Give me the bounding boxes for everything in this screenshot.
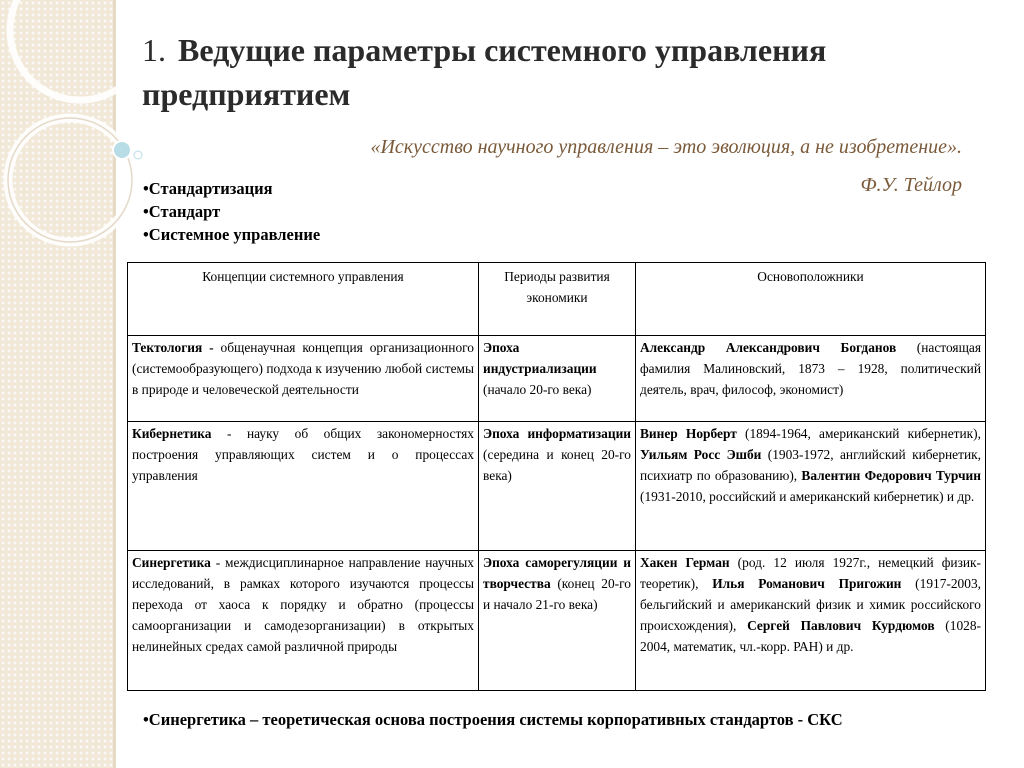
- founder-desc: (1917-2003, бельгийский и американский физик и химик российского происхождения),: [640, 576, 981, 633]
- table-row: [128, 551, 986, 691]
- concept-cell: [128, 336, 479, 422]
- bullet-text: Системное управление: [148, 225, 321, 244]
- conclusion-text: Синергетика – теоретическая основа построения системы корпоративных стандартов - СКС: [148, 710, 843, 729]
- conclusion-bullet: •Синергетика – теоретическая основа построения системы корпоративных стандартов - СКС: [143, 710, 843, 729]
- founder-name: Валентин Федорович Турчин: [801, 468, 981, 483]
- header-concepts: Концепции системного управления: [128, 263, 479, 336]
- period-cell: [479, 551, 636, 691]
- epigraph-quote: «Искусство научного управления – это эволюция, а не изобретение».: [370, 136, 962, 158]
- founder-name: Хакен Герман: [640, 555, 730, 570]
- period-desc: (конец 20-го и начало 21-го века): [483, 576, 631, 612]
- deco-ring-middle-outline: [8, 118, 132, 242]
- header-periods: Периоды развития экономики: [479, 263, 636, 336]
- concept-name: Кибернетика: [132, 426, 212, 441]
- title-text: Ведущие параметры системного управления предприятием: [142, 32, 827, 112]
- founders-cell: [636, 422, 986, 551]
- bullet-item: [143, 177, 320, 200]
- table-header-row: [128, 263, 986, 336]
- page-title: [142, 28, 1002, 116]
- founder-desc: (1028-2004, математик, чл.-корр. РАН) и др.: [640, 618, 981, 654]
- concepts-table: [127, 262, 986, 691]
- founder-desc: (настоящая фамилия Малиновский, 1873 – 1928, политический деятель, врач, философ, экономист): [640, 340, 981, 397]
- bullet-item: [143, 200, 320, 223]
- period-desc: (середина и конец 20-го века): [483, 447, 631, 483]
- concept-desc: общенаучная концепция организационного (системообразующего) подхода к изучению любой системы в природе и человеческой деятельности: [132, 340, 474, 397]
- epigraph-author: Ф.У. Тейлор: [860, 174, 962, 196]
- founder-desc: (1894-1964, американский кибернетик),: [736, 426, 981, 441]
- period-name: Эпоха саморегуляции и творчества: [483, 555, 631, 591]
- concept-desc: - науку об общих закономерностях построения управляющих систем и о процессах управления: [132, 426, 474, 483]
- bullet-list: [143, 177, 320, 246]
- founder-name: Александр Александрович Богданов: [640, 340, 897, 355]
- founder-desc: (род. 12 июля 1927г., немецкий физик-теоретик),: [640, 555, 981, 591]
- title-number: 1.: [142, 32, 166, 68]
- founder-name: Уильям Росс Эшби: [640, 447, 762, 462]
- period-cell: [479, 336, 636, 422]
- concept-name: Тектология -: [132, 340, 214, 355]
- concept-cell: [128, 422, 479, 551]
- concept-cell: [128, 551, 479, 691]
- period-name: Эпоха индустриализации: [483, 340, 597, 376]
- founders-cell: [636, 336, 986, 422]
- concept-desc: - междисциплинарное направление научных исследований, в рамках которого изучаются процессы перехода от хаоса к порядку и обратно (процессы самоорганизации и самодезорганизации) в открытых нелинейных средах самой различной природы: [132, 555, 474, 654]
- founders-cell: [636, 551, 986, 691]
- deco-bubble-large: [113, 141, 131, 159]
- table-row: [128, 336, 986, 422]
- bullet-text: Стандартизация: [148, 179, 273, 198]
- deco-ring-top: [10, 0, 150, 100]
- period-name: Эпоха информатизации: [483, 426, 631, 441]
- header-founders: Основоположники: [636, 263, 986, 336]
- bullet-item: [143, 223, 320, 246]
- founder-desc: (1903-1972, английский кибернетик, психиатр по образованию),: [640, 447, 981, 483]
- founder-desc: (1931-2010, российский и американский кибернетик) и др.: [640, 489, 975, 504]
- period-cell: [479, 422, 636, 551]
- founder-name: Винер Норберт: [640, 426, 737, 441]
- table-row: [128, 422, 986, 551]
- bullet-text: Стандарт: [148, 202, 221, 221]
- founder-name: Сергей Павлович Курдюмов: [747, 618, 935, 633]
- concept-name: Синергетика: [132, 555, 211, 570]
- founder-name: Илья Романович Пригожин: [712, 576, 902, 591]
- deco-bubble-small: [134, 151, 142, 159]
- period-desc: (начало 20-го века): [483, 382, 592, 397]
